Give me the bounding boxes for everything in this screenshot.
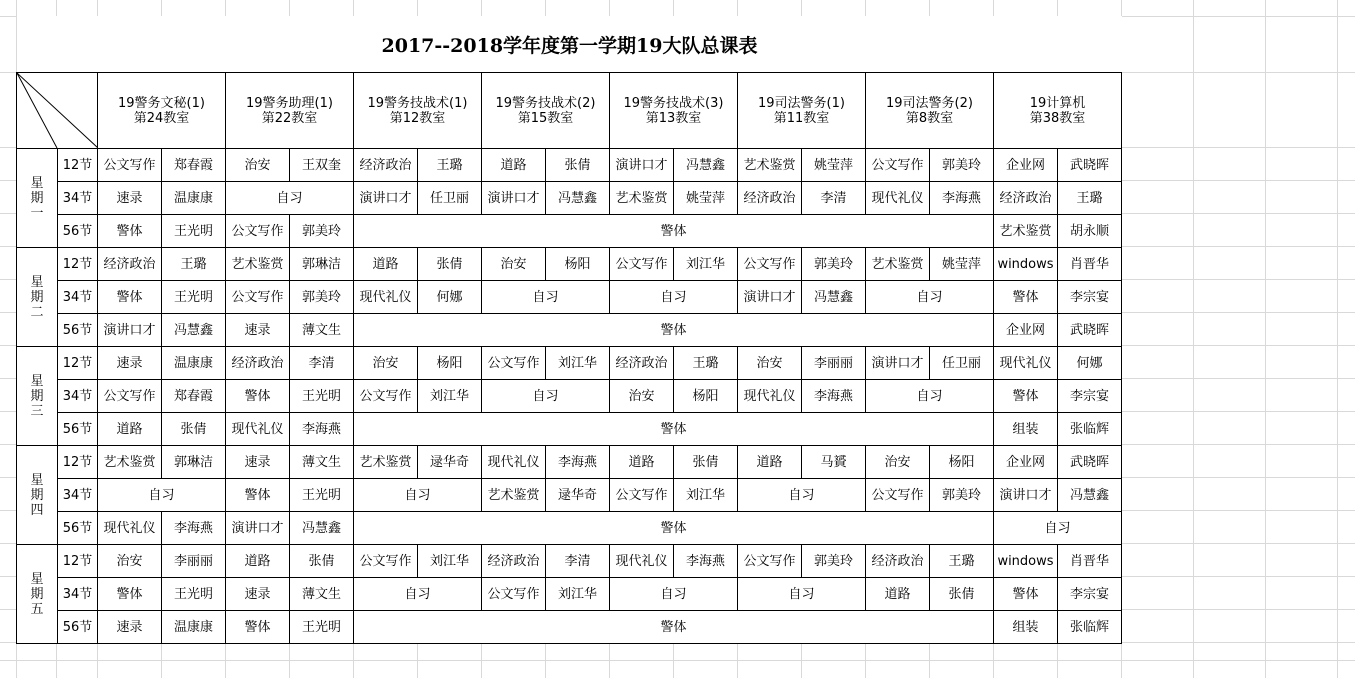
day-label [17, 248, 58, 347]
schedule-cell[interactable]: 冯慧鑫 [802, 281, 866, 314]
schedule-cell[interactable]: 逯华奇 [418, 446, 482, 479]
schedule-cell[interactable]: 李海燕 [290, 413, 354, 446]
schedule-cell[interactable]: 李清 [546, 545, 610, 578]
schedule-cell[interactable]: 姚莹萍 [674, 182, 738, 215]
schedule-cell[interactable]: 道路 [610, 446, 674, 479]
class-header [994, 73, 1122, 149]
class-header [866, 73, 994, 149]
schedule-cell[interactable]: 肖晋华 [1058, 248, 1122, 281]
merged-course-cell[interactable]: 警体 [354, 611, 994, 644]
schedule-cell[interactable]: 冯慧鑫 [1058, 479, 1122, 512]
schedule-cell[interactable]: 艺术鉴赏 [866, 248, 930, 281]
schedule-cell[interactable]: 警体 [226, 479, 290, 512]
schedule-cell[interactable]: 企业网 [994, 149, 1058, 182]
schedule-cell[interactable]: 组装 [994, 413, 1058, 446]
corner-diagonal-cell [17, 73, 98, 149]
schedule-cell[interactable]: 郭美玲 [930, 149, 994, 182]
schedule-cell[interactable]: 李清 [802, 182, 866, 215]
schedule-cell[interactable]: 王璐 [674, 347, 738, 380]
schedule-cell[interactable]: 现代礼仪 [610, 545, 674, 578]
schedule-cell[interactable]: 演讲口才 [226, 512, 290, 545]
class-header [610, 73, 738, 149]
schedule-cell[interactable]: 冯慧鑫 [546, 182, 610, 215]
schedule-cell[interactable]: 李海燕 [930, 182, 994, 215]
schedule-cell[interactable]: 温康康 [162, 611, 226, 644]
schedule-cell[interactable]: 王双奎 [290, 149, 354, 182]
class-header [98, 73, 226, 149]
schedule-cell[interactable]: 郭美玲 [802, 545, 866, 578]
class-header [482, 73, 610, 149]
schedule-row [17, 479, 1122, 512]
schedule-cell[interactable]: 武晓晖 [1058, 149, 1122, 182]
merged-course-cell[interactable]: 自习 [482, 281, 610, 314]
schedule-cell[interactable]: 治安 [866, 446, 930, 479]
schedule-cell[interactable]: 道路 [98, 413, 162, 446]
schedule-cell[interactable]: 公文写作 [226, 281, 290, 314]
schedule-cell[interactable]: 任卫丽 [418, 182, 482, 215]
schedule-cell[interactable]: 演讲口才 [994, 479, 1058, 512]
schedule-cell[interactable]: 速录 [98, 182, 162, 215]
period-label: 34节 [58, 182, 98, 215]
schedule-cell[interactable]: 王璐 [1058, 182, 1122, 215]
schedule-cell[interactable]: 治安 [354, 347, 418, 380]
schedule-cell[interactable]: 张倩 [162, 413, 226, 446]
schedule-cell[interactable]: 刘江华 [546, 347, 610, 380]
class-name: 19警务助理(1) [246, 95, 333, 111]
schedule-cell[interactable]: 现代礼仪 [354, 281, 418, 314]
schedule-cell[interactable]: 演讲口才 [610, 149, 674, 182]
schedule-cell[interactable]: 李宗宴 [1058, 380, 1122, 413]
schedule-cell[interactable]: 郭美玲 [802, 248, 866, 281]
schedule-cell[interactable]: 温康康 [162, 347, 226, 380]
schedule-cell[interactable]: 警体 [226, 611, 290, 644]
schedule-cell[interactable]: 治安 [226, 149, 290, 182]
schedule-cell[interactable]: 冯慧鑫 [674, 149, 738, 182]
period-label: 34节 [58, 578, 98, 611]
merged-course-cell[interactable]: 自习 [866, 281, 994, 314]
schedule-cell[interactable]: 杨阳 [418, 347, 482, 380]
schedule-cell[interactable]: 公文写作 [610, 479, 674, 512]
schedule-cell[interactable]: 经济政治 [354, 149, 418, 182]
merged-course-cell[interactable]: 警体 [354, 413, 994, 446]
merged-course-cell[interactable]: 自习 [738, 578, 866, 611]
schedule-cell[interactable]: 冯慧鑫 [162, 314, 226, 347]
schedule-cell[interactable]: 速录 [226, 446, 290, 479]
merged-course-cell[interactable]: 自习 [354, 479, 482, 512]
period-label: 12节 [58, 446, 98, 479]
schedule-cell[interactable]: 王光明 [162, 215, 226, 248]
schedule-row [17, 446, 1122, 479]
schedule-cell[interactable]: 艺术鉴赏 [98, 446, 162, 479]
schedule-cell[interactable]: 李海燕 [546, 446, 610, 479]
schedule-cell[interactable]: 警体 [98, 281, 162, 314]
schedule-cell[interactable]: 警体 [226, 380, 290, 413]
day-label [17, 545, 58, 644]
schedule-cell[interactable]: 速录 [226, 314, 290, 347]
class-name: 19警务技战术(3) [623, 95, 724, 111]
schedule-cell[interactable]: 姚莹萍 [802, 149, 866, 182]
schedule-cell[interactable]: 现代礼仪 [994, 347, 1058, 380]
schedule-cell[interactable]: 警体 [98, 215, 162, 248]
schedule-cell[interactable]: 张倩 [930, 578, 994, 611]
schedule-cell[interactable]: 刘江华 [418, 380, 482, 413]
schedule-cell[interactable]: 李宗宴 [1058, 578, 1122, 611]
schedule-cell[interactable]: 现代礼仪 [482, 446, 546, 479]
day-text: 星期五 [30, 571, 44, 617]
schedule-cell[interactable]: 姚莹萍 [930, 248, 994, 281]
schedule-cell[interactable]: 任卫丽 [930, 347, 994, 380]
schedule-cell[interactable]: 警体 [994, 380, 1058, 413]
merged-course-cell[interactable]: 自习 [738, 479, 866, 512]
schedule-cell[interactable]: 郭美玲 [290, 215, 354, 248]
schedule-cell[interactable]: 王光明 [290, 611, 354, 644]
schedule-cell[interactable]: 道路 [354, 248, 418, 281]
schedule-cell[interactable]: 公文写作 [226, 215, 290, 248]
merged-course-cell[interactable]: 自习 [354, 578, 482, 611]
schedule-cell[interactable]: 李丽丽 [162, 545, 226, 578]
schedule-cell[interactable]: 速录 [98, 347, 162, 380]
schedule-cell[interactable]: 道路 [226, 545, 290, 578]
day-label [17, 446, 58, 545]
schedule-cell[interactable]: 警体 [98, 578, 162, 611]
schedule-row [17, 611, 1122, 644]
day-text: 星期一 [30, 175, 44, 221]
schedule-cell[interactable]: 郭琳洁 [290, 248, 354, 281]
schedule-cell[interactable]: 李清 [290, 347, 354, 380]
schedule-row [17, 182, 1122, 215]
page-title: 2017--2018学年度第一学期19大队总课表 [17, 16, 1122, 72]
schedule-cell[interactable]: 演讲口才 [354, 182, 418, 215]
period-label: 34节 [58, 479, 98, 512]
schedule-row [17, 545, 1122, 578]
period-label: 12节 [58, 149, 98, 182]
schedule-cell[interactable]: 温康康 [162, 182, 226, 215]
schedule-cell[interactable]: 李海燕 [674, 545, 738, 578]
class-name: 19司法警务(2) [886, 95, 973, 111]
schedule-cell[interactable]: 冯慧鑫 [290, 512, 354, 545]
schedule-cell[interactable]: 何娜 [418, 281, 482, 314]
merged-course-cell[interactable]: 自习 [994, 512, 1122, 545]
schedule-cell[interactable]: 治安 [738, 347, 802, 380]
schedule-cell[interactable]: 现代礼仪 [738, 380, 802, 413]
schedule-cell[interactable]: 郭美玲 [290, 281, 354, 314]
schedule-cell[interactable]: 武晓晖 [1058, 446, 1122, 479]
classroom: 第8教室 [905, 110, 954, 126]
schedule-cell[interactable]: 艺术鉴赏 [994, 215, 1058, 248]
schedule-cell[interactable]: 逯华奇 [546, 479, 610, 512]
schedule-cell[interactable]: windows [994, 248, 1058, 281]
schedule-cell[interactable]: 演讲口才 [866, 347, 930, 380]
day-text: 星期三 [30, 373, 44, 419]
schedule-cell[interactable]: 刘江华 [418, 545, 482, 578]
day-label [17, 347, 58, 446]
classroom: 第11教室 [773, 110, 830, 126]
schedule-cell[interactable]: 李丽丽 [802, 347, 866, 380]
schedule-cell[interactable]: 治安 [482, 248, 546, 281]
schedule-cell[interactable]: 郭琳洁 [162, 446, 226, 479]
schedule-cell[interactable]: 张倩 [290, 545, 354, 578]
classroom: 第12教室 [389, 110, 446, 126]
classroom: 第22教室 [261, 110, 318, 126]
schedule-cell[interactable]: 王光明 [162, 578, 226, 611]
schedule-cell[interactable]: 现代礼仪 [98, 512, 162, 545]
schedule-cell[interactable]: 杨阳 [930, 446, 994, 479]
schedule-cell[interactable]: 刘江华 [674, 479, 738, 512]
schedule-cell[interactable]: 公文写作 [610, 248, 674, 281]
schedule-cell[interactable]: 王光明 [162, 281, 226, 314]
diagonal-lines-icon [17, 73, 98, 148]
period-label: 56节 [58, 512, 98, 545]
schedule-cell[interactable]: 刘江华 [674, 248, 738, 281]
schedule-row [17, 149, 1122, 182]
schedule-cell[interactable]: 王璐 [162, 248, 226, 281]
schedule-cell[interactable]: 张倩 [418, 248, 482, 281]
schedule-cell[interactable]: 演讲口才 [482, 182, 546, 215]
schedule-cell[interactable]: 经济政治 [994, 182, 1058, 215]
schedule-cell[interactable]: 公文写作 [98, 149, 162, 182]
schedule-cell[interactable]: 治安 [98, 545, 162, 578]
period-label: 56节 [58, 611, 98, 644]
schedule-cell[interactable]: 郑春霞 [162, 149, 226, 182]
period-label: 34节 [58, 281, 98, 314]
schedule-cell[interactable]: 郑春霞 [162, 380, 226, 413]
merged-course-cell[interactable]: 自习 [610, 578, 738, 611]
schedule-cell[interactable]: 公文写作 [482, 347, 546, 380]
class-name: 19司法警务(1) [758, 95, 845, 111]
schedule-row [17, 314, 1122, 347]
schedule-cell[interactable]: 何娜 [1058, 347, 1122, 380]
merged-course-cell[interactable]: 警体 [354, 215, 994, 248]
merged-course-cell[interactable]: 警体 [354, 314, 994, 347]
schedule-row [17, 578, 1122, 611]
schedule-row [17, 380, 1122, 413]
schedule-cell[interactable]: 杨阳 [674, 380, 738, 413]
header-row [17, 73, 1122, 149]
schedule-cell[interactable]: 张临辉 [1058, 611, 1122, 644]
schedule-cell[interactable]: 公文写作 [866, 479, 930, 512]
schedule-cell[interactable]: 公文写作 [866, 149, 930, 182]
merged-course-cell[interactable]: 自习 [98, 479, 226, 512]
class-name: 19警务文秘(1) [118, 95, 205, 111]
merged-course-cell[interactable]: 自习 [610, 281, 738, 314]
schedule-row [17, 347, 1122, 380]
schedule-cell[interactable]: 李海燕 [802, 380, 866, 413]
schedule-cell[interactable]: 王璐 [930, 545, 994, 578]
schedule-cell[interactable]: 武晓晖 [1058, 314, 1122, 347]
schedule-cell[interactable]: 警体 [994, 281, 1058, 314]
class-name: 19警务技战术(1) [367, 95, 468, 111]
schedule-cell[interactable]: 演讲口才 [98, 314, 162, 347]
schedule-cell[interactable]: 肖晋华 [1058, 545, 1122, 578]
schedule-cell[interactable]: 演讲口才 [738, 281, 802, 314]
schedule-cell[interactable]: 王璐 [418, 149, 482, 182]
schedule-cell[interactable]: 艺术鉴赏 [354, 446, 418, 479]
schedule-row [17, 281, 1122, 314]
period-label: 12节 [58, 248, 98, 281]
schedule-cell[interactable]: 公文写作 [354, 380, 418, 413]
schedule-cell[interactable]: 警体 [994, 578, 1058, 611]
schedule-table [16, 72, 1122, 644]
schedule-cell[interactable]: 胡永顺 [1058, 215, 1122, 248]
classroom: 第38教室 [1029, 110, 1086, 126]
merged-course-cell[interactable]: 自习 [482, 380, 610, 413]
period-label: 34节 [58, 380, 98, 413]
schedule-cell[interactable]: 张临辉 [1058, 413, 1122, 446]
schedule-cell[interactable]: 李宗宴 [1058, 281, 1122, 314]
schedule-cell[interactable]: 艺术鉴赏 [610, 182, 674, 215]
period-label: 56节 [58, 413, 98, 446]
class-header [738, 73, 866, 149]
class-header [226, 73, 354, 149]
schedule-row [17, 413, 1122, 446]
schedule-cell[interactable]: 速录 [98, 611, 162, 644]
merged-course-cell[interactable]: 自习 [866, 380, 994, 413]
schedule-cell[interactable]: 艺术鉴赏 [482, 479, 546, 512]
schedule-cell[interactable]: 经济政治 [738, 182, 802, 215]
schedule-cell[interactable]: 郭美玲 [930, 479, 994, 512]
day-label [17, 149, 58, 248]
merged-course-cell[interactable]: 自习 [226, 182, 354, 215]
schedule-cell[interactable]: windows [994, 545, 1058, 578]
schedule-cell[interactable]: 治安 [610, 380, 674, 413]
schedule-cell[interactable]: 刘江华 [546, 578, 610, 611]
period-label: 12节 [58, 347, 98, 380]
schedule-cell[interactable]: 公文写作 [738, 545, 802, 578]
schedule-cell[interactable]: 公文写作 [98, 380, 162, 413]
schedule-cell[interactable]: 企业网 [994, 314, 1058, 347]
schedule-cell[interactable]: 组装 [994, 611, 1058, 644]
schedule-cell[interactable]: 公文写作 [482, 578, 546, 611]
schedule-cell[interactable]: 艺术鉴赏 [738, 149, 802, 182]
schedule-row [17, 248, 1122, 281]
schedule-row [17, 512, 1122, 545]
schedule-cell[interactable]: 艺术鉴赏 [226, 248, 290, 281]
class-name: 19计算机 [1029, 95, 1086, 111]
schedule-cell[interactable]: 马贇 [802, 446, 866, 479]
schedule-cell[interactable]: 道路 [738, 446, 802, 479]
merged-course-cell[interactable]: 警体 [354, 512, 994, 545]
period-label: 56节 [58, 215, 98, 248]
schedule-cell[interactable]: 李海燕 [162, 512, 226, 545]
classroom: 第24教室 [133, 110, 190, 126]
period-label: 12节 [58, 545, 98, 578]
schedule-cell[interactable]: 公文写作 [354, 545, 418, 578]
schedule-cell[interactable]: 经济政治 [98, 248, 162, 281]
schedule-cell[interactable]: 经济政治 [610, 347, 674, 380]
schedule-cell[interactable]: 杨阳 [546, 248, 610, 281]
day-text: 星期四 [30, 472, 44, 518]
schedule-cell[interactable]: 张倩 [674, 446, 738, 479]
schedule-cell[interactable]: 现代礼仪 [866, 182, 930, 215]
classroom: 第15教室 [517, 110, 574, 126]
schedule-cell[interactable]: 现代礼仪 [226, 413, 290, 446]
period-label: 56节 [58, 314, 98, 347]
schedule-cell[interactable]: 张倩 [546, 149, 610, 182]
schedule-cell[interactable]: 经济政治 [866, 545, 930, 578]
classroom: 第13教室 [645, 110, 702, 126]
schedule-cell[interactable]: 薄文生 [290, 446, 354, 479]
schedule-cell[interactable]: 企业网 [994, 446, 1058, 479]
schedule-cell[interactable]: 薄文生 [290, 578, 354, 611]
day-text: 星期二 [30, 274, 44, 320]
schedule-cell[interactable]: 经济政治 [226, 347, 290, 380]
schedule-cell[interactable]: 经济政治 [482, 545, 546, 578]
schedule-cell[interactable]: 薄文生 [290, 314, 354, 347]
schedule-cell[interactable]: 道路 [866, 578, 930, 611]
schedule-cell[interactable]: 公文写作 [738, 248, 802, 281]
schedule-cell[interactable]: 王光明 [290, 380, 354, 413]
schedule-cell[interactable]: 速录 [226, 578, 290, 611]
schedule-row [17, 215, 1122, 248]
schedule-cell[interactable]: 道路 [482, 149, 546, 182]
class-header [354, 73, 482, 149]
schedule-cell[interactable]: 王光明 [290, 479, 354, 512]
class-name: 19警务技战术(2) [495, 95, 596, 111]
